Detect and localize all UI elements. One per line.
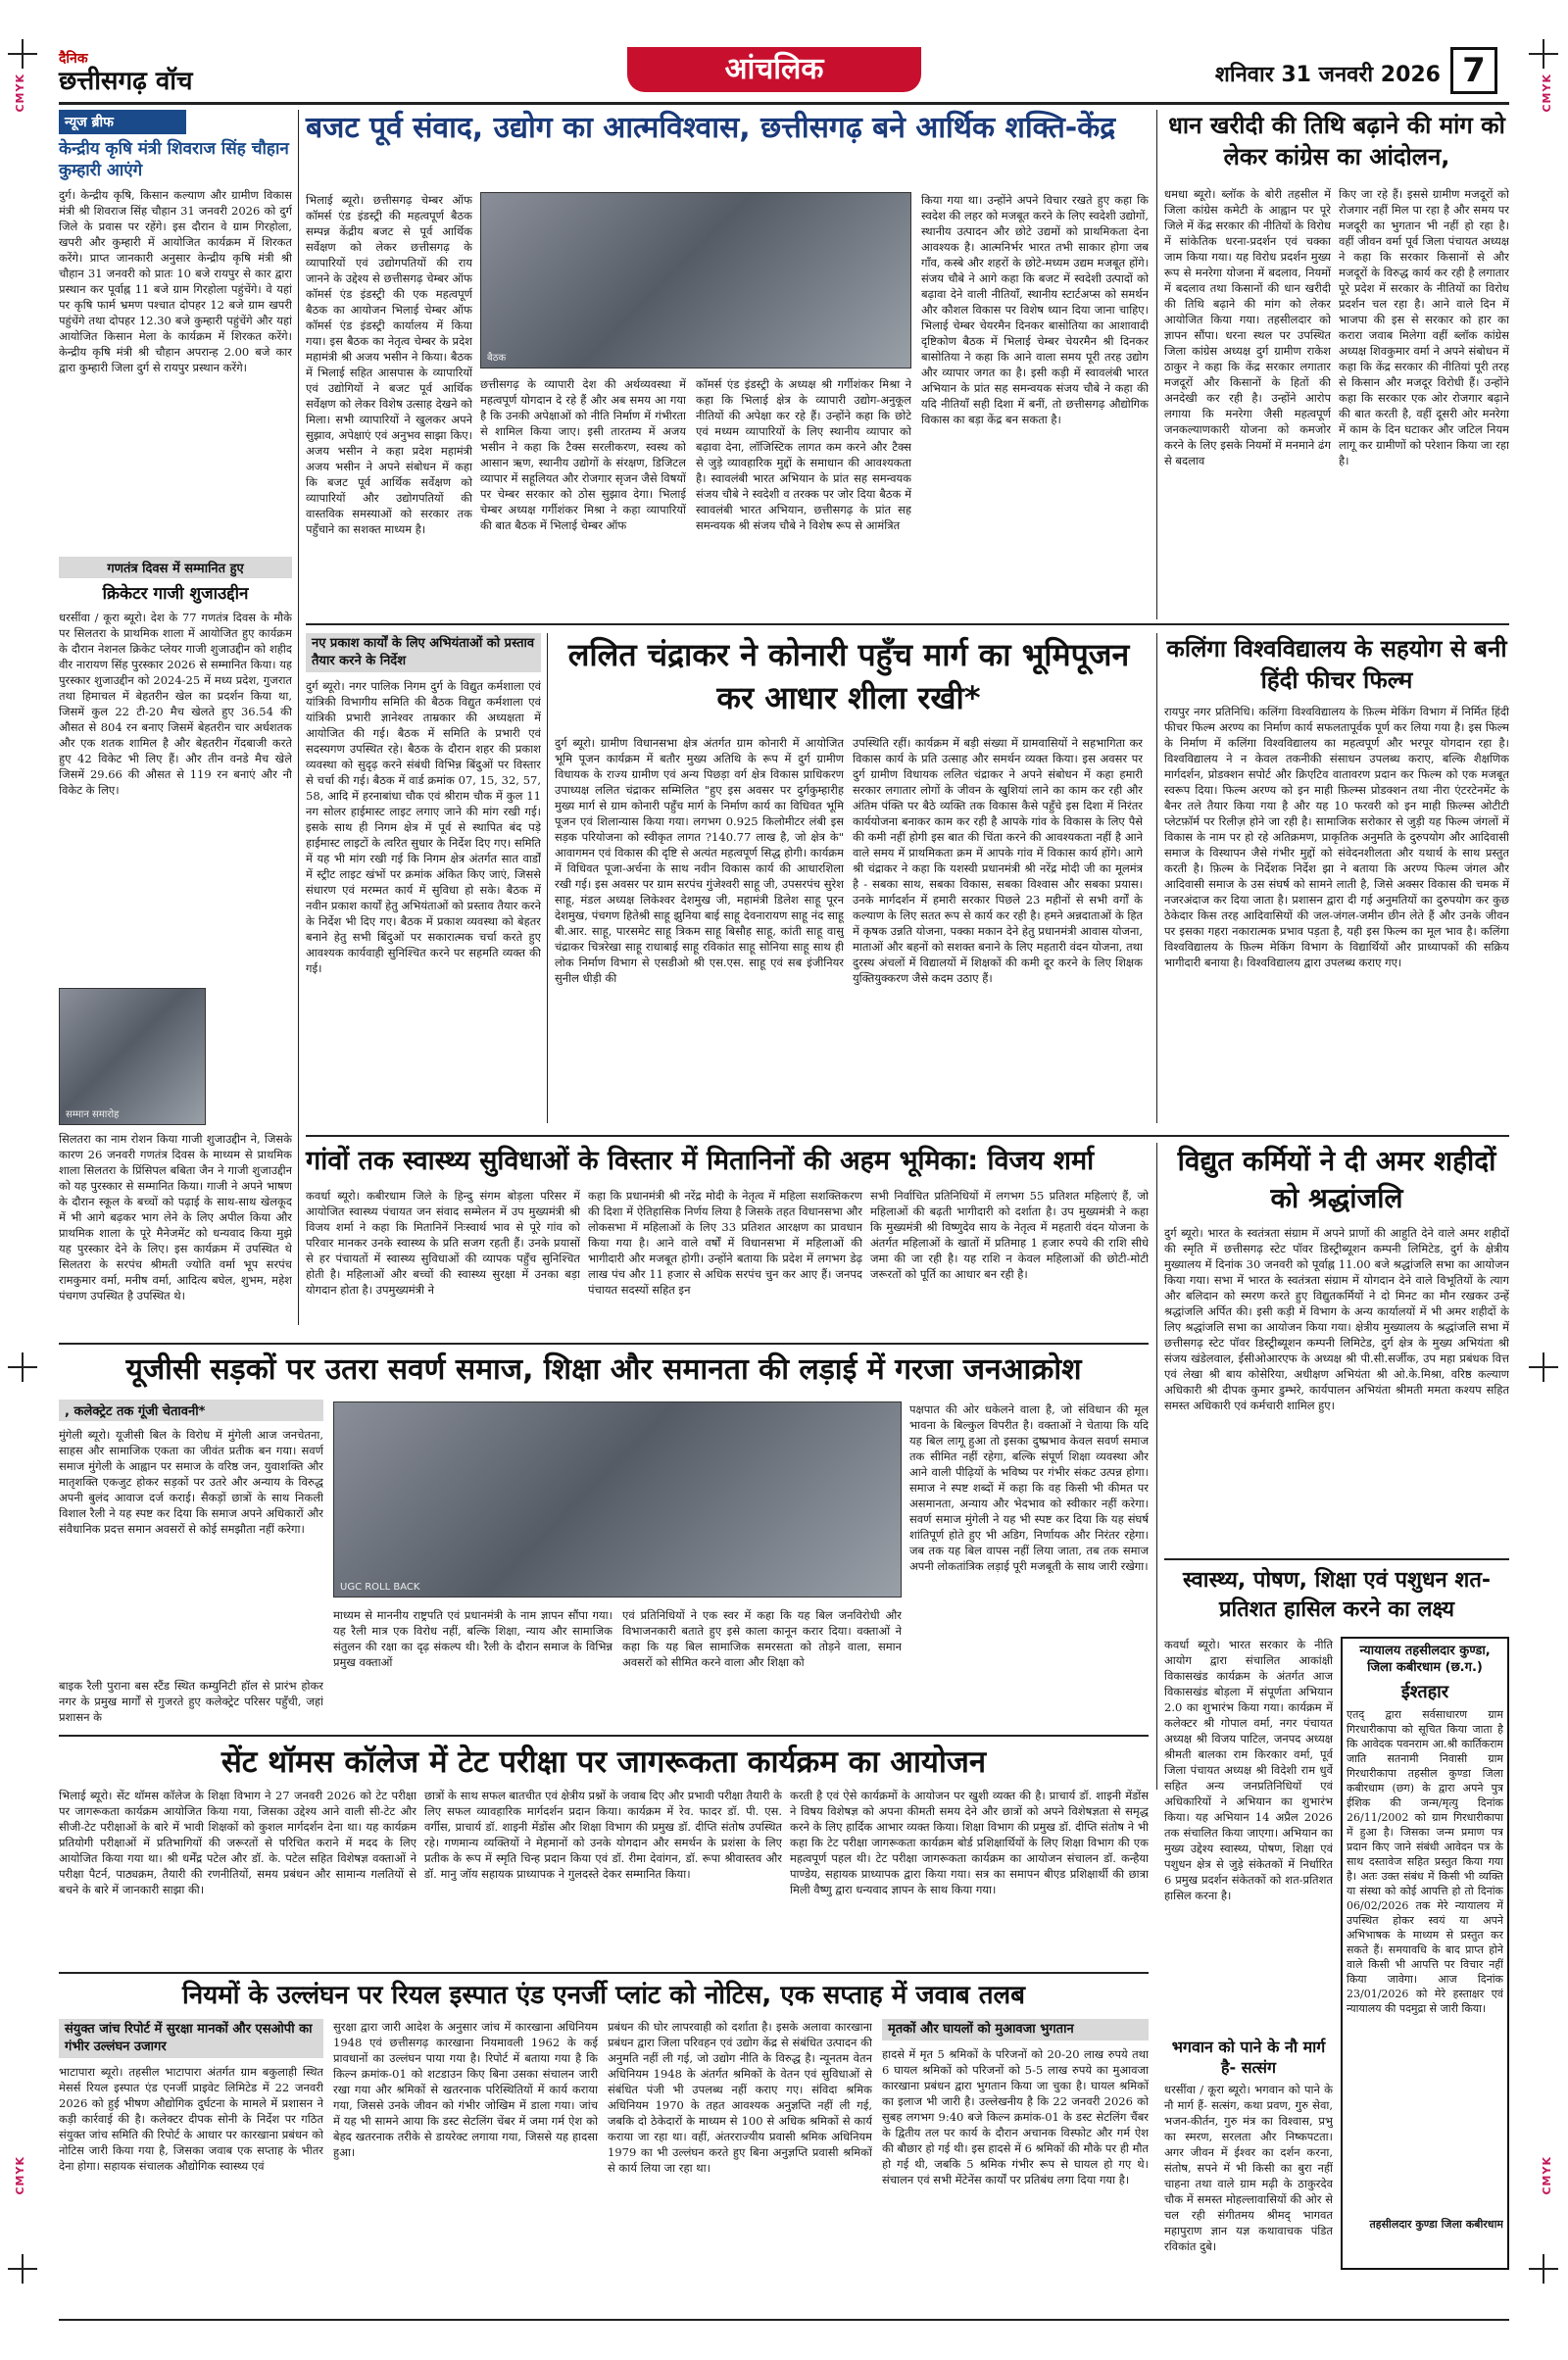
- mitanin-story: [306, 1143, 1149, 1180]
- steel-right: [882, 2019, 1149, 2311]
- section-rule: [59, 1343, 1149, 1345]
- steel-story: [59, 1978, 1149, 2013]
- steel-col-2: सुरक्षा द्वारा जारी आदेश के अनुसार जांच में कारखाना अधिनियम 1948 एवं छत्तीसगढ़ कारखाना नियमावली 1962 के कई प्रावधानों का उल्लंघन पाया गया है। रिपोर्ट में बताया गया है कि किल्न क्रमांक-01 को शटडाउन किए बिना उसका संचालन जारी रखा गया और श्रमिकों से खतरनाक परिस्थितियों में कार्य कराया गया, जिससे उनके जीवन को गंभीर जोखिम में डाला गया। जांच में यह भी सामने आया कि डस्ट सेटलिंग चेंबर में जमा गर्म ऐश को बेहद खतरनाक तरीके से डायरेक्ट लगाया गया, जिससे यह हादसा हुआ।: [333, 2020, 598, 2159]
- ugc-col-2: माध्यम से माननीय राष्ट्रपति एवं प्रधानमंत्री के नाम ज्ञापन सौंपा गया। यह रैली मात्र एक विरोध नहीं, बल्कि शिक्षा, न्याय और सामाजिक संतुलन की रक्षा का दृढ़ संकल्प थी। रैली के दौरान समाज के विभिन्न प्रमुख वक्ताओं: [333, 1608, 612, 1669]
- photo-caption: बैठक: [487, 353, 507, 364]
- steel-kicker-2: मृतकों और घायलों को मुआवजा भुगतान: [882, 2019, 1149, 2040]
- masthead-rule: [59, 102, 1509, 105]
- paper-logo: [59, 49, 304, 95]
- notice-label: ईश्तहार: [1400, 1682, 1449, 1702]
- road-col-1: दुर्ग ब्यूरो। ग्रामीण विधानसभा क्षेत्र अंतर्गत ग्राम कोनारी में आयोजित भूमि पूजन कार्यक्रम में बतौर मुख्य अतिथि के रूप में दुर्ग ग्रामीण विधायक के राज्य ग्रामीण एवं अन्य पिछड़ा वर्ग क्षेत्र विकास प्राधिकरण उपाध्यक्ष ललित चंद्राकर सम्मिलित "हुए इस अवसर पर दुर्गकुम्हारीह मुख्य मार्ग से ग्राम कोनारी पहुँच मार्ग के निर्माण कार्य का विधिवत भूमि पूजन एवं शिलान्यास किया गया। लगभग 0.925 किलोमीटर लंबी इस सड़क परियोजना को स्वीकृत लागत ?140.77 लाख है, जो क्षेत्र के" आवागमन एवं विकास की दृष्टि से अत्यंत महत्वपूर्ण सिद्ध होगी। कार्यक्रम में विधिवत पूजा-अर्चना के साथ नवीन विकास कार्य की आधारशिला रखी गई। इस अवसर पर ग्राम सरपंच गुंजेश्वरी साहू जी, उपसरपंच सुरेश साहू, मंडल अध्यक्ष लिकेश्वर देशमुख जी, महामंत्री डिलेश साहू पूरन देशमुख, पंचगण हितेश्री साहू झुनिया बाई साहू देवनारायण साहू नंद साहू बी.आर. साहू, पारसमेट साहू त्रिकम साहू बिसौह साहू, कांती साहू वासु चंद्राकर चित्ररेखा साहू राधाबाई साहू रविकांत साहू सोनिया साहू साथ ही लोक निर्माण विभाग से एसडीओ श्री एस.एस. साहू एवं सब इंजीनियर सुनील धीड़ी की: [555, 736, 844, 985]
- column-rule: [1156, 633, 1157, 1123]
- budget-col-3: कॉमर्स एंड इंडस्ट्री के अध्यक्ष श्री गर्गीशंकर मिश्रा ने कहा कि भिलाई क्षेत्र के व्यापारी उद्योग-अनुकूल नीतियों की अपेक्षा कर रहे हैं। उन्होंने कहा कि छोटे एवं मध्यम व्यापारियों के लिए स्थानीय व्यापार को बढ़ावा देना, लॉजिस्टिक लागत कम करने और टैक्स से जुड़े व्यावहारिक मुद्दों के समाधान की आवश्यकता है। स्वावलंबी भारत अभियान के प्रांत सह समन्वयक संजय चौबे ने स्वदेशी व तरक्क पर जोर दिया बैठक में स्वावलंबी भारत अभियान, छत्तीसगढ़ के प्रांत सह समन्वयक श्री संजय चौबे ने विशेष रूप से आमंत्रित: [696, 377, 911, 532]
- ugc-headline: यूजीसी सड़कों पर उतरा सवर्ण समाज, शिक्षा और समानता की लड़ाई में गरजा जनआक्रोश: [125, 1352, 1082, 1387]
- stthomas-headline: सेंट थॉमस कॉलेज में टेट परीक्षा पर जागरूकता कार्यक्रम का आयोजन: [220, 1745, 987, 1780]
- section-rule: [306, 623, 1509, 625]
- ugc-col-3: एवं प्रतिनिधियों ने एक स्वर में कहा कि यह बिल जनविरोधी और विभाजनकारी बताते हुए इसे काला कानून करार दिया। वक्ताओं ने कहा कि यह बिल सामाजिक समरसता को तोड़ने वाला, समान अवसरों को सीमित करने वाला और शिक्षा को: [622, 1608, 902, 1669]
- registration-mark: [8, 1352, 37, 1382]
- registration-mark: [8, 39, 37, 69]
- budget-headline: बजट पूर्व संवाद, उद्योग का आत्मविश्वास, छत्तीसगढ़ बने आर्थिक शक्ति-केंद्र: [306, 111, 1116, 145]
- photo-caption: UGC ROLL BACK: [340, 1582, 420, 1593]
- ugc-col-4: पक्षपात की ओर धकेलने वाला है, जो संविधान की मूल भावना के बिल्कुल विपरीत है। वक्ताओं ने चेताया कि यदि यह बिल लागू हुआ तो इसका दुष्प्रभाव केवल सवर्ण समाज तक सीमित नहीं रहेगा, बल्कि संपूर्ण शिक्षा व्यवस्था और आने वाली पीढ़ियों के भविष्य पर गंभीर संकट उत्पन्न होगा। समाज ने स्पष्ट शब्दों में कहा कि वह किसी भी कीमत पर असमानता, अन्याय और भेदभाव को स्वीकार नहीं करेगा। सवर्ण समाज मुंगेली ने यह भी स्पष्ट कर दिया कि यह संघर्ष शांतिपूर्ण होते हुए भी अडिग, निर्णायक और निरंतर रहेगा। जब तक यह बिल वापस नहीं लिया जाता, तब तक समाज अपनी लोकतांत्रिक लड़ाई पूरी मजबूती के साथ जारी रखेगा।: [909, 1402, 1149, 1573]
- road-story: [555, 633, 1143, 719]
- kalinga-story: [1164, 633, 1509, 1115]
- cricketer-headline: क्रिकेटर गाजी शुजाउद्दीन: [102, 584, 249, 604]
- kalinga-headline: कलिंगा विश्वविद्यालय के सहयोग से बनी हिंदी फीचर फिल्म: [1166, 635, 1507, 694]
- cmyk-label: CMYK: [14, 74, 26, 113]
- news-brief-headline: केन्द्रीय कृषि मंत्री शिवराज सिंह चौहान कुम्हारी आएंगे: [59, 139, 289, 180]
- column-rule: [1156, 110, 1157, 619]
- road-col-2: उपस्थिति रहीं। कार्यक्रम में बड़ी संख्या में ग्रामवासियों ने सहभागिता कर विकास कार्य के प्रति उत्साह और समर्थन व्यक्त किया। इस अवसर पर दुर्ग ग्रामीण विधायक ललित चंद्राकर ने अपने संबोधन में कहा हमारी सरकार लगातार लोगों के जीवन के खुशियां लाने का काम कर रही और अंतिम पंक्ति पर बैठे व्यक्ति तक विकास कैसे पहुँचे इस दिशा में निरंतर कार्ययोजना बनाकर काम कर रही है आपके गांव के विकास के लिए पैसे की कमी नहीं होगी इस बात की चिंता करने की आवश्यकता नहीं है आने वाले समय में प्राथमिकता क्रम में आपके गांव में विकास कार्य होंगे। आगे श्री चंद्राकर ने कहा कि यशस्वी प्रधानमंत्री श्री नरेंद्र मोदी जी का मूलमंत्र है - सबका साथ, सबका विकास, सबका विश्वास और सबका प्रयास। उनके मार्गदर्शन में हमारी सरकार पिछले 23 महीनों से सभी वर्गों के कल्याण के लिए सतत रूप से कार्य कर रही है। हमने अन्नदाताओं के हित में कृषक उन्नति योजना, पक्का मकान देने हेतु प्रधानमंत्री आवास योजना, माताओं और बहनों को सशक्त बनाने के लिए महतारी वंदन योजना, तथा दुरस्थ अंचलों में विद्यालयों में शिक्षकों की कमी दूर करने के लिए शिक्षक युक्तियुक्करण जैसे कदम उठाए हैं।: [853, 736, 1143, 985]
- section-rule: [306, 1135, 1509, 1137]
- ugc-story: [59, 1351, 1149, 1390]
- kalinga-body: रायपुर नगर प्रतिनिधि। कलिंगा विश्वविद्यालय के फ़िल्म मेकिंग विभाग में निर्मित हिंदी फीचर फिल्म अरण्य का निर्माण कार्य सफलतापूर्वक पूर्ण कर लिया गया है। इस फिल्म के निर्माण में कलिंगा विश्वविद्यालय का महत्वपूर्ण और भरपूर योगदान रहा है। विश्वविद्यालय ने न केवल तकनीकी संसाधन उपलब्ध कराए, बल्कि शैक्षणिक मार्गदर्शन, प्रोडक्शन सपोर्ट और क्रिएटिव वातावरण प्रदान कर फिल्म को एक मजबूत स्वरूप दिया। फिल्म अरण्य को इन माही फ़िल्म्स प्रोडक्शन तथा नीरा एंटरटेनमेंट के बैनर तले तैयार किया गया है और यह 10 फरवरी को इन माही फ़िल्म्स ओटीटी प्लेटफ़ॉर्म पर रिलीज़ होने जा रही है। सामाजिक सरोकार से जुड़ी यह फिल्म जंगलों में विकास के नाम पर हो रहे अतिक्रमण, प्राकृतिक अनुमति के दुरुपयोग और आदिवासी समाज के विस्थापन जैसे गंभीर मुद्दों को संवेदनशीलता और यथार्थ के साथ प्रस्तुत करती है। फ़िल्म के निर्देशक निर्देश झा ने बताया कि अरण्य फिल्म जंगल और आदिवासी समाज के उस संघर्ष को सामने लाती है, जिसे अक्सर विकास की चमक में नजरअंदाज कर दिया जाता है। प्रशासन द्वारा दी गई अनुमतियों का दुरुपयोग कर कुछ ठेकेदार किस तरह आदिवासियों की जल-जंगल-जमीन छीन लेते हैं और उनके जीवन पर इसका गहरा नकारात्मक प्रभाव पड़ता है, यही इस फिल्म का मूल भाव है। कलिंगा विश्वविद्यालय के फ़िल्म मेकिंग विभाग के विद्यार्थियों और प्राध्यापकों की सक्रिय भागीदारी बनाया है। विश्वविद्यालय द्वारा उपलब्ध कराए गए।: [1164, 705, 1509, 969]
- stthomas-col-2: छात्रों के साथ सफल बातचीत एवं क्षेत्रीय प्रश्नों के जवाब दिए और प्रभावी परीक्षा तैयारी के लिए सफल व्यावहारिक मार्गदर्शन प्रदान किया। कार्यक्रम में रेव. फादर डॉ. पी. एस. वर्गीस, प्राचार्य डॉ. शाइनी मेंडोंस और शिक्षा विभाग की प्रमुख डॉ. दीप्ति संतोष उपस्थित रहे। गणमान्य व्यक्तियों ने मेहमानों को उनके योगदान और समर्थन के प्रशंसा के लिए प्रतीक के रूप में स्मृति चिन्ह प्रदान किया एवं डॉ. रीमा देवांगन, डॉ. रूपा श्रीवास्तव और डॉ. मानु जॉय सहायक प्राध्यापक ने गुलदस्ते देकर सम्मानित किया।: [424, 1789, 782, 1881]
- column-rule: [1156, 1143, 1157, 1790]
- road-headline: ललित चंद्राकर ने कोनारी पहुँच मार्ग का भूमिपूजन कर आधार शीला रखी*: [567, 636, 1130, 716]
- section-banner: [627, 47, 921, 92]
- steel-kicker: संयुक्त जांच रिपोर्ट में सुरक्षा मानकों और एसओपी का गंभीर उल्लंघन उजागर: [59, 2019, 323, 2058]
- mitanin-col-3: सभी निर्वाचित प्रतिनिधियों में लगभग 55 प्रतिशत महिलाएं हैं, जो महिलाओं की बढ़ती भागीदारी को दर्शाता है। उप मुख्यमंत्री ने कहा कि मुख्यमंत्री श्री विष्णुदेव साय के नेतृत्व में महतारी वंदन योजना के अंतर्गत महिलाओं के खातों में प्रतिमाह 1 हजार रुपये की राशि सीधे जमा की जा रही है। यह राशि न केवल महिलाओं की छोटी-मोटी जरूरतों को पूर्ति का आधार बन रही है।: [870, 1189, 1149, 1281]
- electric-body: दुर्ग ब्यूरो। भारत के स्वतंत्रता संग्राम में अपने प्राणों की आहुति देने वाले अमर शहीदों की स्मृति में छत्तीसगढ़ स्टेट पॉवर डिस्ट्रीब्यूशन कम्पनी लिमिटेड, दुर्ग के क्षेत्रीय मुख्यालय में दिनांक 30 जनवरी को पूर्वाह्न 11.00 बजे श्रद्धांजलि सभा का आयोजन किया गया। सभा में भारत के स्वतंत्रता संग्राम में योगदान देने वाले विभूतियों के त्याग और बलिदान को स्मरण करते हुए विद्युतकर्मियों ने दो मिनट का मौन रखकर उन्हें श्रद्धांजलि अर्पित की। इसी कड़ी में विभाग के अन्य कार्यालयों में भी अमर शहीदों के लिए श्रद्धांजलि सभा का आयोजन किया गया। क्षेत्रीय मुख्यालय के श्रद्धांजलि सभा में छत्तीसगढ़ स्टेट पॉवर डिस्ट्रीब्यूशन कम्पनी लिमिटेड, दुर्ग क्षेत्र के मुख्य अभियंता श्री संजय खंडेलवाल, ईसीओआरएफ के अध्यक्ष श्री पी.सी.सर्जीक, उप महा प्रबंधक वित्त एवं लेखा श्री बाय कोसेरिया, अधीक्षण अभियंता श्री ओ.के.मिश्रा, वरिष्ठ कल्याण अधिकारी श्री दीपक कुमार डुम्भरे, कार्यपालन अभियंता श्रीमती ममता कश्यप सहित समस्त अधिकारी एवं कर्मचारी शामिल हुए।: [1164, 1226, 1509, 1412]
- cricketer-story: [59, 557, 292, 1376]
- section-rule: [59, 1972, 1149, 1974]
- section-rule: [59, 1735, 1149, 1737]
- electric-story: [1164, 1143, 1509, 1588]
- mitanin-headline: गांवों तक स्वास्थ्य सुविधाओं के विस्तार में मितानिनों की अहम भूमिका: विजय शर्मा: [306, 1146, 1095, 1176]
- cricketer-body: धरसींवा / कूरा ब्यूरो। देश के 77 गणतंत्र दिवस के मौके पर सिलतरा के प्राथमिक शाला में आयोजित हुए कार्यक्रम के दौरान नेशनल क्रिकेट प्लेयर गाजी शुजाउद्दीन को शहीद वीर नारायण सिंह पुरस्कार 2026 से सम्मानित किया। यह पुरस्कार शुजाउद्दीन को 2024-25 में मध्य प्रदेश, गुजरात तथा हिमाचल में बेहतरीन खेल का प्रदर्शन किया था, जिसमें कुल 22 टी-20 मैच खेलते हुए 36.54 की औसत से 804 रन बनाए जिसमें बेहतरीन चार अर्धशतक और एक शतक शामिल है और बेहतरीन गेंदबाजी करते हुए 42 विकेट भी लिए हैं। और तीन वनडे मैच खेले जिसमें 29.66 की औसत से 119 रन बनाएं और नौ विकेट के लिए।: [59, 611, 292, 797]
- registration-mark: [8, 2254, 37, 2284]
- paper-name: छत्तीसगढ़ वॉच: [59, 67, 193, 96]
- paddy-col-1: धमधा ब्यूरो। ब्लॉक के बोरी तहसील में जिला कांग्रेस कमेटी के आह्वान पर पूरे जिले में केंद्र सरकार की नीतियों के विरोध में सांकेतिक धरना-प्रदर्शन एवं चक्का जाम किया गया। यह विरोध प्रदर्शन मुख्य रूप से मनरेगा योजना में बदलाव, नियमों में बदलाव तथा किसानों की धान खरीदी की तिथि बढ़ाने की मांग को लेकर आयोजित किया गया। तहसीलदार को ज्ञापन सौंपा। धरना स्थल पर उपस्थित जिला कांग्रेस अध्यक्ष दुर्ग ग्रामीण राकेश ठाकुर ने कहा कि केंद्र सरकार लगातार मजदूरों और किसानों के हितों की अनदेखी कर रही है। उन्होंने आरोप लगाया कि मनरेगा जैसी महत्वपूर्ण जनकल्याणकारी योजना को कमजोर करने के लिए इसके नियमों में मनमाने ढंग से बदलाव: [1164, 187, 1331, 467]
- mitanin-col-2: कहा कि प्रधानमंत्री श्री नरेंद्र मोदी के नेतृत्व में महिला सशक्तिकरण की दिशा में ऐतिहासिक निर्णय लिया है जिसके तहत विधानसभा और लोकसभा में महिलाओं के लिए 33 प्रतिशत आरक्षण का प्रावधान किया गया है। आने वाले वर्षों में विधानसभा में महिलाओं की भागीदारी और मजबूत होगी। उन्होंने बताया कि प्रदेश में लगभग डेढ़ लाख पंच और 11 हजार से अधिक सरपंच चुन कर आए हैं। जनपद पंचायत सदस्यों सहित इन: [588, 1189, 862, 1297]
- steel-col-1: भाटापारा ब्यूरो। तहसील भाटापारा अंतर्गत ग्राम बकुलाही स्थित मेसर्स रियल इस्पात एंड एनर्जी प्राइवेट लिमिटेड में 22 जनवरी 2026 को हुई भीषण औद्योगिक दुर्घटना के मामले में प्रशासन ने कड़ी कार्रवाई की है। कलेक्टर दीपक सोनी के निर्देश पर गठित संयुक्त जांच समिति की रिपोर्ट के आधार पर कारखाना प्रबंधन को नोटिस जारी किया गया है, जिसका जवाब एक सप्ताह के भीतर देना होगा। सहायक संचालक औद्योगिक स्वास्थ्य एवं: [59, 2065, 323, 2173]
- steel-col-3: प्रबंधन की घोर लापरवाही को दर्शाता है। इसके अलावा कारखाना प्रबंधन द्वारा जिला परिवहन एवं उद्योग केंद्र से संबंधित उत्पादन की अनुमति नहीं ली गई, जो उद्योग नीति के विरुद्ध है। न्यूनतम वेतन अधिनियम 1948 के अंतर्गत श्रमिकों के वेतन एवं सुविधाओं से संबंधित पंजी भी उपलब्ध नहीं कराए गए। संविदा श्रमिक अधिनियम 1970 के तहत आवश्यक अनुज्ञप्ति नहीं ली गई, जबकि दो ठेकेदारों के माध्यम से 100 से अधिक श्रमिकों से कार्य कराया जा रहा था। वहीं, अंतरराज्यीय प्रवासी श्रमिक अधिनियम 1979 का भी उल्लंघन करते हुए बिना अनुज्ञप्ति प्रवासी श्रमिकों से कार्य लिया जा रहा था।: [608, 2020, 872, 2175]
- budget-col-4: किया गया था। उन्होंने अपने विचार रखते हुए कहा कि स्वदेश की लहर को मजबूत करने के लिए स्वदेशी उद्योगों, स्थानीय उत्पादन और छोटे उद्यमों को प्राथमिकता देना आवश्यक है। आत्मनिर्भर भारत तभी साकार होगा जब गाँव, कस्बे और शहरों के छोटे-मध्यम उद्यम मजबूत होंगे। संजय चौबे ने आगे कहा कि बजट में स्वदेशी उत्पादों को बढ़ावा देने वाली नीतियाँ, स्थानीय स्टार्टअप्स को समर्थन और कौशल विकास पर विशेष ध्यान दिया जाना चाहिए। भिलाई चेम्बर चेयरमैन दिनकर बासोतिया का आशावादी दृष्टिकोण बैठक में भिलाई चेम्बर चेयरमैन श्री दिनकर बासोतिया ने कहा कि आने वाला समय पूरी तरह उद्योग और व्यापार जगत का है। इसी कड़ी में स्वावलंबी भारत अभियान के प्रांत सह समन्वयक संजय चौबे ने कहा की यदि नीतियाँ सही दिशा में बनीं, तो छत्तीसगढ़ औद्योगिक विकास का बड़ा केंद्र बन सकता है।: [921, 193, 1149, 426]
- cmyk-label: CMYK: [1541, 2156, 1553, 2195]
- section-title: आंचलिक: [724, 52, 824, 86]
- nutrition-headline: स्वास्थ्य, पोषण, शिक्षा एवं पशुधन शत-प्रतिशत हासिल करने का लक्ष्य: [1182, 1568, 1492, 1622]
- paddy-headline: धान खरीदी की तिथि बढ़ाने की मांग को लेकर कांग्रेस का आंदोलन,: [1168, 112, 1505, 171]
- page-number: 7: [1450, 47, 1497, 94]
- photo-caption: सम्मान समारोह: [66, 1109, 120, 1120]
- cricketer-body-2: सिलतरा का नाम रोशन किया गाजी शुजाउद्दीन ने, जिसके कारण 26 जनवरी गणतंत्र दिवस के माध्यम से प्राथमिक शाला सिलतरा के प्रिंसिपल बबिता जैन ने गाजी शुजाउद्दीन को यह पुरस्कार से सम्मानित किया। गाजी ने अपने भाषण के दौरान स्कूल के बच्चों को पढ़ाई के साथ-साथ खेलकूद में भी आगे बढ़कर भाग लेने के लिए अपील किया और प्राथमिक शाला के पूरे मैनेजमेंट को धन्यवाद किया मुझे यह पुरस्कार देने के लिए। इस कार्यक्रम में उपस्थित थे सिलतरा के सरपंच श्रीमती ज्योति वर्मा भूप सरपंच रामकुमार वर्मा, मनीष वर्मा, आदित्य बघेल, शुभम, महेश पंचगण उपस्थित है उपस्थित थे।: [59, 1132, 292, 1303]
- footer-rule: [59, 2319, 1509, 2321]
- news-brief-body: दुर्ग। केन्द्रीय कृषि, किसान कल्याण और ग्रामीण विकास मंत्री श्री शिवराज सिंह चौहान 31 जनवरी 2026 को दुर्ग जिले के प्रवास पर रहेंगे। इस दौरान वे ग्राम गिरहोला, खपरी और कुम्हारी में आयोजित कार्यक्रम में शिरकत करेंगे। प्राप्त जानकारी अनुसार केन्द्रीय कृषि मंत्री श्री चौहान 31 जनवरी को प्रातः 10 बजे रायपुर से कार द्वारा प्रस्थान कर पूर्वाह्न 11 बजे ग्राम गिरहोला पहुंचेंगे। वे यहां पर कृषि फार्म भ्रमण पश्चात दोपहर 12 बजे ग्राम खपरी पहुंचेंगे तथा दोपहर 12.30 बजे कुम्हारी पहुंचेंगे और यहां आयोजित किसान मेला के कार्यक्रम में शिरकत करेंगे। केन्द्रीय कृषि मंत्री श्री चौहान अपरान्ह 2.00 बजे कार द्वारा कुम्हारी जिला दुर्ग से रायपुर प्रस्थान करेंगे।: [59, 188, 292, 374]
- nutrition-body: कवर्धा ब्यूरो। भारत सरकार के नीति आयोग द्वारा संचालित आकांक्षी विकासखंड कार्यक्रम के अंतर्गत आज विकासखंड बोड़ला में संपूर्णता अभियान 2.0 का शुभारंभ किया गया। कार्यक्रम में कलेक्टर श्री गोपाल वर्मा, नगर पंचायत अध्यक्ष श्री विजय पाटिल, जनपद अध्यक्ष श्रीमती बालका राम किरकार वर्मा, पूर्व जिला पंचायत अध्यक्ष श्री विदेशी राम धुर्वे सहित अन्य जनप्रतिनिधियों एवं अधिकारियों ने अभियान का शुभारंभ किया। यह अभियान 14 अप्रैल 2026 तक संचालित किया जाएगा। अभियान का मुख्य उद्देश्य स्वास्थ्य, पोषण, शिक्षा एवं पशुधन क्षेत्र से जुड़े संकेतकों में निर्धारित 6 प्रमुख प्रदर्शन संकेतकों को शत-प्रतिशत हासिल करना है।: [1164, 1638, 1333, 1902]
- stthomas-story: [59, 1743, 1149, 1782]
- cricketer-photo: [59, 988, 206, 1125]
- steel-headline: नियमों के उल्लंघन पर रियल इस्पात एंड एनर्जी प्लांट को नोटिस, एक सप्ताह में जवाब तलब: [181, 1981, 1026, 2010]
- court-notice: [1341, 1637, 1509, 2270]
- ugc-col-1: मुंगेली ब्यूरो। यूजीसी बिल के विरोध में मुंगेली आज जनचेतना, साहस और सामाजिक एकता का जीवंत प्रतीक बन गया। सवर्ण समाज मुंगेली के आह्वान पर समाज के वरिष्ठ जन, युवाशक्ति और मातृशक्ति एकजुट होकर सड़कों पर उतरे और अन्याय के विरुद्ध अपनी बुलंद आवाज दर्ज कराई। सैकड़ों छात्रों के साथ निकली विशाल रैली ने यह स्पष्ट कर दिया कि समाज अपने अधिकारों और संवैधानिक प्रदत्त समान अवसरों से कोई समझौता नहीं करेगा।: [59, 1428, 323, 1536]
- ugc-rally-photo: [333, 1401, 902, 1598]
- electric-headline: विद्युत कर्मियों ने दी अमर शहीदों को श्रद्धांजलि: [1177, 1145, 1496, 1214]
- ugc-kicker: , कलेक्ट्रेट तक गूंजी चेतावनी*: [59, 1400, 323, 1421]
- municipal-story: [306, 633, 541, 1139]
- column-rule: [298, 110, 299, 1325]
- paddy-story: [1164, 110, 1509, 172]
- column-rule: [547, 633, 548, 1123]
- notice-title: न्यायालय तहसीलदार कुण्डा, जिला कबीरधाम (छ.ग.): [1359, 1644, 1491, 1675]
- budget-col-2: छत्तीसगढ़ के व्यापारी देश की अर्थव्यवस्था में महत्वपूर्ण योगदान दे रहे हैं और अब समय आ गया है कि उनकी अपेक्षाओं को नीति निर्माण में गंभीरता से शामिल किया जाए। इसी तारतम्य में अजय भसीन ने कहा कि टैक्स सरलीकरण, स्वस्थ को आसान ऋण, स्थानीय उद्योगों के संरक्षण, डिजिटल व्यापार में सहूलियत और रोजगार सृजन जैसे विषयों पर चेम्बर सरकार को ठोस सुझाव देगा। भिलाई चेम्बर अध्यक्ष गर्गीशंकर मिश्रा ने कहा व्यापारियों की बात बैठक में भिलाई चेम्बर ऑफ: [480, 377, 686, 532]
- registration-mark: [1529, 2254, 1558, 2284]
- cmyk-label: CMYK: [1541, 74, 1553, 113]
- municipal-kicker: नए प्रकाश कार्यों के लिए अभियंताओं को प्रस्ताव तैयार करने के निर्देश: [306, 633, 541, 672]
- mitanin-col-1: कवर्धा ब्यूरो। कबीरधाम जिले के हिन्दु संगम बोड़ला परिसर में आयोजित स्वास्थ्य पंचायत जन संवाद सम्मेलन में उप मुख्यमंत्री श्री विजय शर्मा ने कहा कि मितानिनें निःस्वार्थ भाव से पूरे गांव को परिवार मानकर उनके स्वास्थ्य के प्रति सजग रहती हैं। उनके प्रयासों से हर पंचायतों में स्वास्थ्य सुविधाओं की व्यापक पहुँच सुनिश्चित होती है। महिलाओं और बच्चों की स्वास्थ्य सुरक्षा में उनका बड़ा योगदान होता है। उपमुख्यमंत्री ने: [306, 1189, 580, 1297]
- paddy-col-2: किए जा रहे हैं। इससे ग्रामीण मजदूरों को रोजगार नहीं मिल पा रहा है और समय पर मजदूरी का भुगतान भी नहीं हो रहा है। वहीं जीवन वर्मा पूर्व जिला पंचायत अध्यक्ष ने कहा कि सरकार किसानों से और मजदूरों के विरुद्ध कार्य कर रही है लगातार पूरे प्रदेश में सरकार के नीतियों का विरोध प्रदर्शन चल रहा है। आने वाले दिन में भाजपा की इस से सरकार को हार का करारा जवाब मिलेगा वहीं ब्लॉक कांग्रेस अध्यक्ष शिवकुमार वर्मा ने अपने संबोधन में कहा कि केंद्र सरकार की नीतियां पूरी तरह से किसान और मजदूर विरोधी हैं। उन्होंने कहा कि सरकार एक ओर रोजगार बढ़ाने की बात करती है, वहीं दूसरी ओर मनरेगा में काम के दिन घटाकर और जटिल नियम लागू कर ग्रामीणों को परेशान किया जा रहा है।: [1339, 187, 1509, 467]
- stthomas-col-1: भिलाई ब्यूरो। सेंट थॉमस कॉलेज के शिक्षा विभाग ने 27 जनवरी 2026 को टेट परीक्षा पर जागरूकता कार्यक्रम आयोजित किया गया, जिसका उद्देश्य आने वाली सी-टेट और सीजी-टेट परीक्षाओं के बारे में भावी शिक्षकों को कुशल मार्गदर्शन देना था। यह कार्यक्रम प्रतियोगी परीक्षाओं में प्रतिभागियों की जरूरतों से परिचित कराने में मदद के लिए आयोजित किया गया था। श्री धर्मेंद्र पटेल और डॉ. के. पटेल सहित विशेषज्ञ वक्ताओं ने परीक्षा पैटर्न, पाठ्यक्रम, तैयारी की रणनीतियों, समय प्रबंधन और सामान्य गलतियों से बचने के बारे में जानकारी साझा की।: [59, 1789, 416, 1896]
- notice-signature: तहसीलदार कुण्डा जिला कबीरधाम: [1369, 2218, 1503, 2231]
- cricketer-kicker: गणतंत्र दिवस में सम्मानित हुए: [59, 557, 292, 578]
- registration-mark: [1529, 39, 1558, 69]
- bhagwan-story: [1164, 2037, 1333, 2297]
- bhagwan-body: धरसींवा / कूरा ब्यूरो। भगवान को पाने के नौ मार्ग हैं- सत्संग, कथा प्रवण, गुरु सेवा, भजन-कीर्तन, गुरु मंत्र का विश्वास, प्रभु का स्मरण, सरलता और निष्कपटता। अगर जीवन में ईश्वर का दर्शन करना, संतोष, सपने में भी किसी का बुरा नहीं चाहना तथा वाले ग्राम मढ़ी के ठाकुरदेव चौक में समस्त मोहल्लावासियों की ओर से चल रही संगीतमय श्रीमद् भागवत महापुराण ज्ञान यज्ञ कथावाचक पंडित रविकांत दुबे।: [1164, 2083, 1333, 2253]
- section-rule: [1164, 1558, 1509, 1560]
- registration-mark: [1529, 1352, 1558, 1382]
- notice-body: एतद् द्वारा सर्वसाधारण ग्राम गिरधारीकापा को सूचित किया जाता है कि आवेदक पवनराम आ.श्री कार्तिकराम जाति सतनामी निवासी ग्राम गिरधारीकापा तहसील कुण्डा जिला कबीरधाम (छग) के द्वारा अपने पुत्र ईशिक की जन्म/मृत्यु दिनांक 26/11/2002 को ग्राम गिरधारीकापा में हुआ है। जिसका जन्म प्रमाण पत्र प्रदान किए जाने संबंधी आवेदन पत्र के साथ दस्तावेज सहित प्रस्तुत किया गया है। अतः उक्त संबंध में किसी भी व्यक्ति या संस्था को कोई आपत्ति हो तो दिनांक 06/02/2026 तक मेरे न्यायालय में उपस्थित होकर स्वयं या अपने अभिभाषक के माध्यम से प्रस्तुत कर सकते हैं। समयावधि के बाद प्राप्त होने वाले किसी भी आपत्ति पर विचार नहीं किया जावेगा। आज दिनांक 23/01/2026 को मेरे हस्ताक्षर एवं न्यायालय की पदमुद्रा से जारी किया।: [1347, 1708, 1503, 2015]
- budget-col-1: भिलाई ब्यूरो। छत्तीसगढ़ चेम्बर ऑफ कॉमर्स एंड इंडस्ट्री की महत्वपूर्ण बैठक सम्पन्न केंद्रीय बजट से पूर्व आर्थिक सर्वेक्षण को लेकर छत्तीसगढ़ के व्यापारियों एवं उद्योगपतियों की राय जानने के उद्देश्य से छत्तीसगढ़ चेम्बर ऑफ कॉमर्स एंड इंडस्ट्री की एक महत्वपूर्ण बैठक का आयोजन भिलाई चेम्बर ऑफ कॉमर्स एंड इंडस्ट्री कार्यालय में किया गया। इस बैठक का नेतृत्व चेम्बर के प्रदेश महामंत्री श्री अजय भसीन ने किया। बैठक में भिलाई सहित आसपास के व्यापारियों एवं उद्योगियों ने बजट पूर्व आर्थिक सर्वेक्षण को लेकर विशेष उत्साह देखने को मिला। सभी व्यापारियों ने खुलकर अपने सुझाव, अपेक्षाएं एवं अनुभव साझा किए। अजय भसीन ने कहा प्रदेश महामंत्री अजय भसीन ने अपने संबोधन में कहा कि बजट पूर्व आर्थिक सर्वेक्षण को व्यापारियों और उद्योगपतियों की वास्तविक समस्याओं को सरकार तक पहुँचाने का सशक्त माध्यम है।: [306, 193, 472, 536]
- budget-photo: [480, 192, 911, 369]
- news-brief-label: न्यूज ब्रीफ: [59, 110, 186, 134]
- issue-date: शनिवार 31 जनवरी 2026: [1214, 63, 1441, 87]
- municipal-body: दुर्ग ब्यूरो। नगर पालिक निगम दुर्ग के विद्युत कर्मशाला एवं यांत्रिकी विभागीय समिति की बैठक विद्युत कर्मशाला एवं यांत्रिकी प्रभारी ज्ञानेश्वर ताम्रकार की अध्यक्षता में आयोजित की गई। बैठक में समिति के प्रभारी एवं सदस्यगण उपस्थित रहे। बैठक के दौरान शहर की प्रकाश व्यवस्था को सुदृढ़ करने संबंधी विभिन्न बिंदुओं पर विस्तार से चर्चा की गई। बैठक में वार्ड क्रमांक 07, 15, 32, 57, 58, आदि में हरनाबांधा चौक एवं श्रीराम चौक में कुल 11 नग सोलर हाईमास्ट लाइट लगाए जाने की मांग रखी गई। इसके साथ ही निगम क्षेत्र में पूर्व से स्थापित बंद पड़े हाईमास्ट लाइटों के त्वरित सुधार के निर्देश दिए गए। समिति में यह भी मांग रखी गई कि निगम क्षेत्र अंतर्गत सात वार्डों में स्ट्रीट लाइट खंभों पर क्रमांक अंकित किए जाएं, जिससे संधारण एवं मरम्मत कार्य में सुविधा हो सके। बैठक में नवीन प्रकाश कार्यों हेतु अभियंताओं को प्रस्ताव तैयार करने के निर्देश भी दिए गए। बैठक में प्रकाश व्यवस्था को बेहतर बनाने हेतु सभी बिंदुओं पर सकारात्मक चर्चा करते हुए आवश्यक कार्यवाही सुनिश्चित करने पर सहमति व्यक्त की गई।: [306, 679, 541, 975]
- nutrition-story: [1164, 1566, 1509, 1625]
- news-brief: [59, 110, 292, 491]
- budget-story: [306, 110, 1149, 147]
- steel-col-4: हादसे में मृत 5 श्रमिकों के परिजनों को 20-20 लाख रुपये तथा 6 घायल श्रमिकों को परिजनों को 5-5 लाख रुपये का मुआवजा कारखाना प्रबंधन द्वारा भुगतान किया जा चुका है। घायल श्रमिकों का इलाज भी जारी है। उल्लेखनीय है कि 22 जनवरी 2026 को सुबह लगभग 9:40 बजे किल्न क्रमांक-01 के डस्ट सेटलिंग चैंबर के द्वितीय तल पर कार्य के दौरान अचानक विस्फोट और गर्म ऐश की बौछार हो गई थी। इस हादसे में 6 श्रमिकों की मौके पर ही मौत हो गई थी, जबकि 5 श्रमिक गंभीर रूप से घायल हो गए थे। संचालन एवं सभी मेंटेनेंस कार्यों पर प्रतिबंध लगा दिया गया है।: [882, 2047, 1149, 2187]
- bhagwan-headline: भगवान को पाने के नौ मार्ग है- सत्संग: [1171, 2038, 1326, 2077]
- cmyk-label: CMYK: [14, 2156, 26, 2195]
- ugc-left: [59, 1400, 323, 1756]
- stthomas-col-3: करती है एवं ऐसे कार्यक्रमों के आयोजन पर खुशी व्यक्त की है। प्राचार्य डॉ. शाइनी मेंडोंस ने विषय विशेषज्ञ को अपना कीमती समय देने और छात्रों को अपने विशेषज्ञता से समृद्ध करने के लिए हार्दिक आभार व्यक्त किया। शिक्षा विभाग की प्रमुख डॉ. दीप्ति संतोष ने भी कहा कि टेट परीक्षा जागरूकता कार्यक्रम बोर्ड प्रशिक्षार्थियों के लिए शिक्षा विभाग की एक महत्वपूर्ण पहल थी। टेट परीक्षा जागरूकता कार्यक्रम का आयोजन संचालन डॉ. कन्हैया पाण्डेय, सहायक प्राध्यापक द्वारा किया गया। सत्र का समापन बीएड प्रशिक्षार्थी की छात्रा मिली वैष्णु द्वारा धन्यवाद ज्ञापन के साथ किया गया।: [790, 1789, 1149, 1896]
- ugc-col-1b: बाइक रैली पुराना बस स्टैंड स्थित कम्युनिटी हॉल से प्रारंभ होकर नगर के प्रमुख मार्गों से गुजरते हुए कलेक्ट्रेट परिसर पहुँची, जहां प्रशासन के: [59, 1679, 323, 1724]
- paper-small-label: दैनिक: [59, 51, 88, 67]
- steel-left: [59, 2019, 323, 2299]
